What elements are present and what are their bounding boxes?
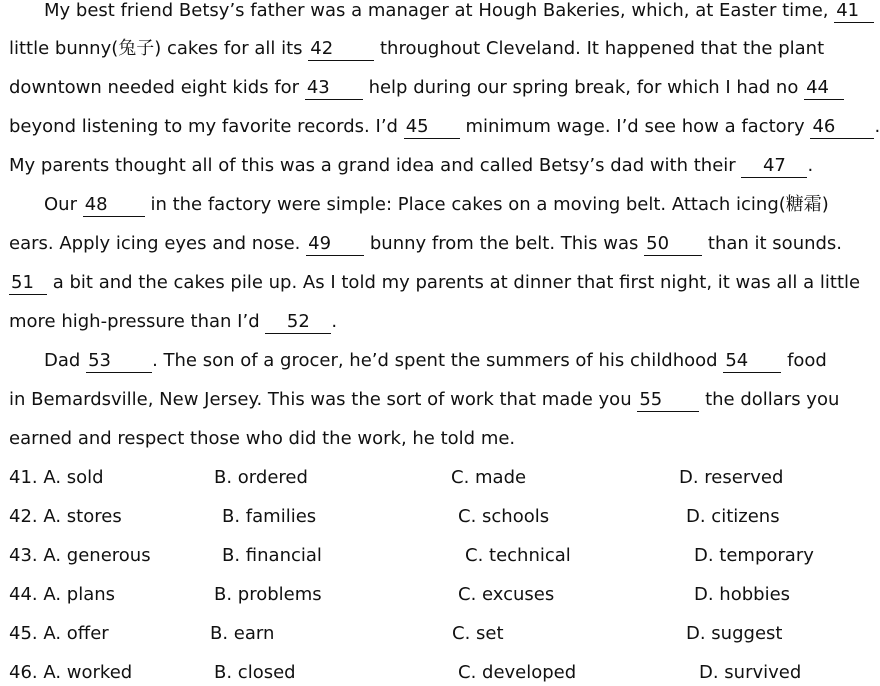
question-46-option-a: 46. A. worked xyxy=(9,662,133,683)
question-46-option-c: C. developed xyxy=(458,662,577,683)
passage-text: My parents thought all of this was a grand idea and called Betsy’s dad with their xyxy=(9,155,736,176)
question-44-option-c: C. excuses xyxy=(458,584,555,605)
passage-line xyxy=(9,309,821,335)
passage-text: ears. Apply icing eyes and nose. xyxy=(9,233,301,254)
question-46-option-d: D. survived xyxy=(699,662,802,683)
question-46-option-b: B. closed xyxy=(214,662,296,683)
question-43-option-c: C. technical xyxy=(465,545,571,566)
question-41-option-b: B. ordered xyxy=(214,467,308,488)
passage-text: minimum wage. I’d see how a factory xyxy=(465,116,805,137)
passage-text: help during our spring break, for which I had no xyxy=(368,77,799,98)
blank-44: 44 xyxy=(804,77,844,100)
passage-text: earned and respect those who did the work, he told me. xyxy=(9,428,516,449)
question-42-option-d: D. citizens xyxy=(686,506,780,527)
question-43-option-a: 43. A. generous xyxy=(9,545,151,566)
blank-48: 48 xyxy=(83,194,145,217)
passage-text: bunny from the belt. This was xyxy=(369,233,639,254)
passage-text: more high-pressure than I’d xyxy=(9,311,260,332)
passage-text: throughout Cleveland. It happened that the plant xyxy=(380,38,825,59)
passage-line xyxy=(9,387,840,413)
blank-47: 47 xyxy=(741,155,807,178)
passage-text: . The son of a grocer, he’d spent the summers of his childhood xyxy=(152,350,718,371)
blank-53: 53 xyxy=(86,350,152,373)
question-41-option-c: C. made xyxy=(451,467,527,488)
blank-41: 41 xyxy=(834,0,874,23)
question-43-option-b: B. financial xyxy=(222,545,322,566)
question-45-option-a: 45. A. offer xyxy=(9,623,109,644)
question-45-option-c: C. set xyxy=(452,623,504,644)
passage-line xyxy=(44,348,827,374)
passage-line xyxy=(9,270,861,296)
passage-line xyxy=(9,114,880,140)
passage-line xyxy=(9,426,821,452)
passage-text: the dollars you xyxy=(705,389,840,410)
passage-text: food xyxy=(787,350,827,371)
question-44-option-b: B. problems xyxy=(214,584,322,605)
passage-text: Dad xyxy=(44,350,81,371)
question-44-option-a: 44. A. plans xyxy=(9,584,116,605)
passage-line xyxy=(44,0,860,24)
question-44-option-d: D. hobbies xyxy=(694,584,791,605)
passage-text: My best friend Betsy’s father was a manager at Hough Bakeries, which, at Easter time, xyxy=(44,0,829,21)
passage-line xyxy=(9,153,821,179)
question-45-option-b: B. earn xyxy=(210,623,275,644)
blank-52: 52 xyxy=(265,311,331,334)
passage-text: a bit and the cakes pile up. As I told my parents at dinner that first night, it was all a little xyxy=(52,272,861,293)
passage-line xyxy=(9,36,825,62)
question-45-option-d: D. suggest xyxy=(686,623,783,644)
blank-50: 50 xyxy=(644,233,702,256)
passage-text: in Bemardsville, New Jersey. This was the sort of work that made you xyxy=(9,389,632,410)
passage-text: . xyxy=(874,116,880,137)
passage-text: downtown needed eight kids for xyxy=(9,77,300,98)
question-42-option-b: B. families xyxy=(222,506,317,527)
passage-line xyxy=(9,231,843,257)
blank-54: 54 xyxy=(723,350,781,373)
question-42-option-a: 42. A. stores xyxy=(9,506,122,527)
question-43-option-d: D. temporary xyxy=(694,545,814,566)
passage-line xyxy=(44,192,829,218)
blank-45: 45 xyxy=(404,116,460,139)
passage-text: than it sounds. xyxy=(707,233,843,254)
question-42-option-c: C. schools xyxy=(458,506,550,527)
passage-text: little bunny(兔子) cakes for all its xyxy=(9,38,303,59)
blank-42: 42 xyxy=(308,38,374,61)
passage-text: Our xyxy=(44,194,77,215)
question-41-option-d: D. reserved xyxy=(679,467,784,488)
passage-text: beyond listening to my favorite records. I’d xyxy=(9,116,398,137)
blank-55: 55 xyxy=(637,389,699,412)
passage-text: in the factory were simple: Place cakes on a moving belt. Attach icing(糖霜) xyxy=(150,194,829,215)
passage-text: . xyxy=(331,311,338,332)
blank-51: 51 xyxy=(9,272,47,295)
blank-43: 43 xyxy=(305,77,363,100)
blank-49: 49 xyxy=(306,233,364,256)
blank-46: 46 xyxy=(810,116,874,139)
question-41-option-a: 41. A. sold xyxy=(9,467,104,488)
passage-text: . xyxy=(807,155,814,176)
passage-line xyxy=(9,75,829,101)
